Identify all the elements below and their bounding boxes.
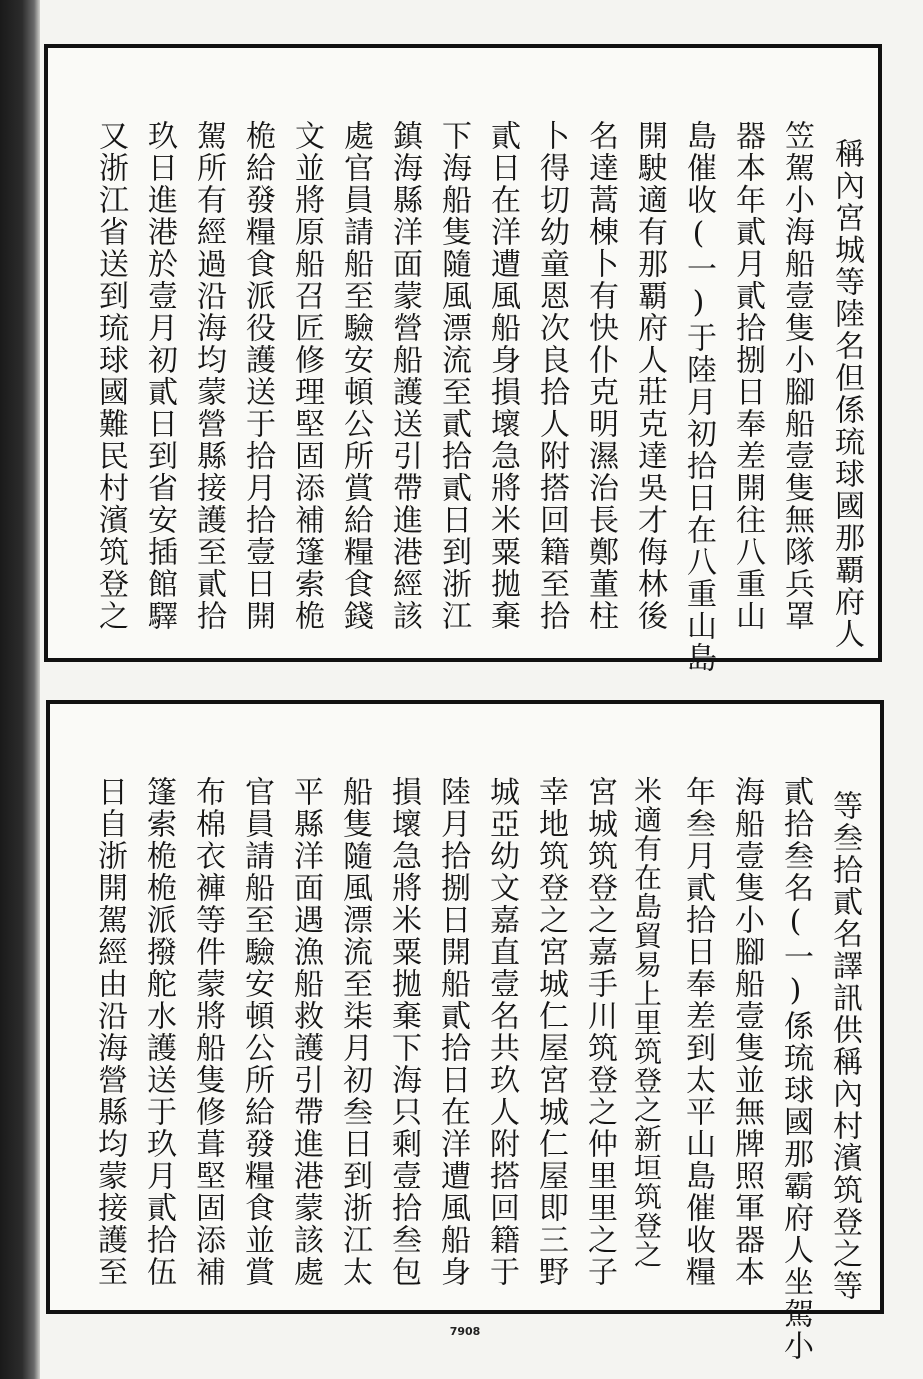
text-column: 船隻隨風漂流至柒月初叁日到浙江太 xyxy=(337,776,372,1288)
text-column: 處官員請船至驗安頓公所賞給糧食錢 xyxy=(338,120,373,632)
text-column: 玖日進港於壹月初貳日到省安插館驛 xyxy=(142,120,177,632)
text-column: 陸月拾捌日開船貳拾日在洋遭風船身 xyxy=(435,776,470,1288)
text-column: 官員請船至驗安頓公所給發糧食並賞 xyxy=(239,776,274,1288)
text-column: 桅給發糧食派役護送于拾月拾壹日開 xyxy=(240,120,275,632)
top-text-panel xyxy=(44,44,882,674)
page-number: 7908 xyxy=(449,1325,481,1338)
text-column: 稱內宮城等陸名但係琉球國那覇府人 xyxy=(829,138,864,650)
text-column: 篷索桅桅派撥舵水護送于玖月貳拾伍 xyxy=(141,776,176,1288)
text-column: 又浙江省送到琉球國難民村濱筑登之 xyxy=(93,120,128,632)
text-column: 駕所有經過沿海均蒙營縣接護至貳拾 xyxy=(191,120,226,632)
text-column: 文並將原船召匠修理堅固添補篷索桅 xyxy=(289,120,324,632)
text-column: 卜得切幼童恩次良拾人附搭回籍至拾 xyxy=(534,120,569,632)
text-column: 海船壹隻小腳船壹隻並無牌照軍器本 xyxy=(729,776,764,1288)
text-column: 損壞急將米粟拋棄下海只剩壹拾叁包 xyxy=(386,776,421,1288)
text-column: 鎮海縣洋面蒙營船護送引帶進港經該 xyxy=(387,120,422,632)
book-binding-shadow xyxy=(0,0,40,1379)
text-column: 布棉衣褲等件蒙將船隻修葺堅固添補 xyxy=(190,776,225,1288)
text-column: 日自浙開駕經由沿海營縣均蒙接護至 xyxy=(92,776,127,1288)
text-column: 城亞幼文嘉直壹名共玖人附搭回籍于 xyxy=(484,776,519,1288)
text-column: 宮城筑登之嘉手川筑登之仲里里之子 xyxy=(582,776,617,1288)
text-column: 名達蒿棟卜有快仆克明濕治長鄭董柱 xyxy=(583,120,618,632)
text-column: 島催收(一)于陸月初拾日在八重山島 xyxy=(681,120,716,674)
text-column: 開駛適有那覇府人莊克達吳才侮林後 xyxy=(632,120,667,632)
text-column: 平縣洋面遇漁船救護引帶進港蒙該處 xyxy=(288,776,323,1288)
text-column: 米適有在島貿易上里筑登之新垣筑登之 xyxy=(630,776,663,1269)
text-column: 等叁拾貳名譯訊供稱內村濱筑登之等 xyxy=(827,790,862,1302)
text-column: 年叁月貳拾日奉差到太平山島催收糧 xyxy=(680,776,715,1288)
text-column: 貳拾叁名(一)係琉球國那霸府人坐駕小 xyxy=(778,776,813,1362)
text-column: 幸地筑登之宮城仁屋宮城仁屋即三野 xyxy=(533,776,568,1288)
text-column: 下海船隻隨風漂流至貳拾貳日到浙江 xyxy=(436,120,471,632)
text-column: 笠駕小海船壹隻小腳船壹隻無隊兵罩 xyxy=(779,120,814,632)
text-column: 貳日在洋遭風船身損壞急將米粟拋棄 xyxy=(485,120,520,632)
text-column: 器本年貳月貳拾捌日奉差開往八重山 xyxy=(730,120,765,632)
